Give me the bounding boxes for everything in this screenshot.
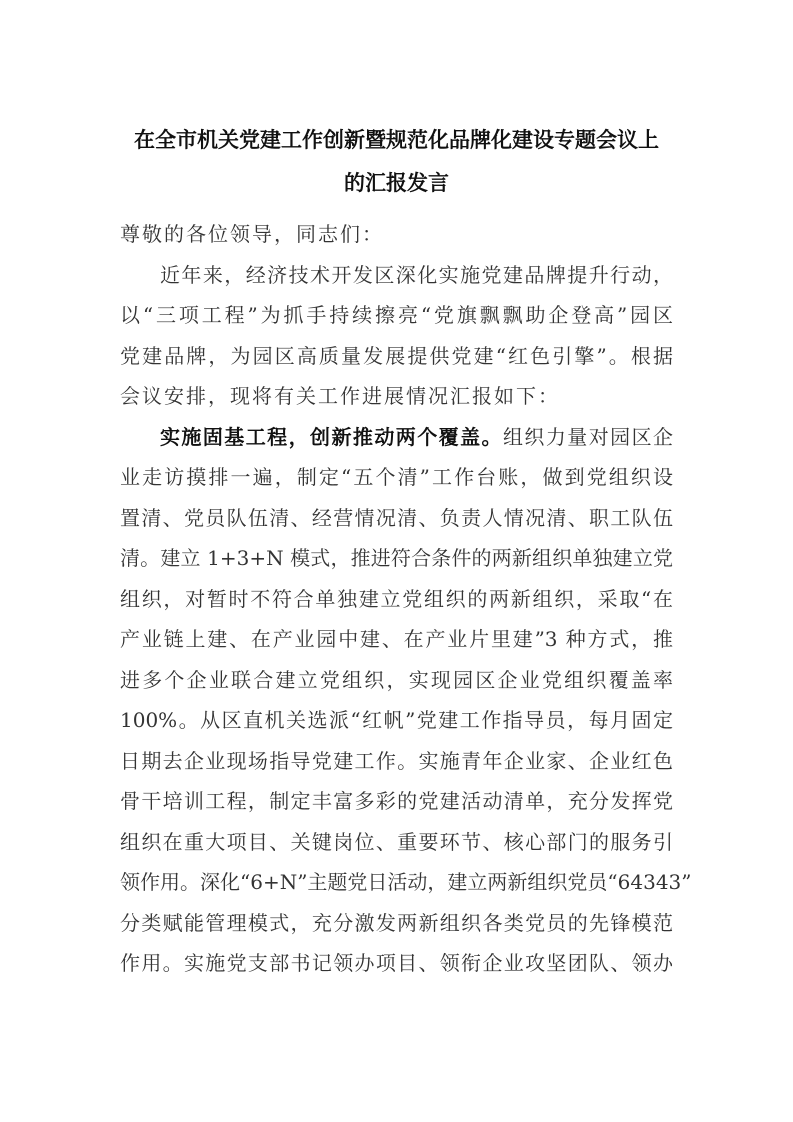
paragraph-line: 组织，对暂时不符合单独建立党组织的两新组织，采取“在	[120, 586, 673, 611]
paragraph-line: 产业链上建、在产业园中建、在产业片里建”3 种方式，推	[120, 627, 673, 651]
paragraph-line: 近年来，经济技术开发区深化实施党建品牌提升行动，	[160, 262, 673, 287]
paragraph-line: 党建品牌，为园区高质量发展提供党建“红色引擎”。根据	[120, 343, 673, 368]
document-title	[120, 118, 673, 204]
paragraph-line: 置清、党员队伍清、经营情况清、负责人情况清、职工队伍	[120, 505, 673, 530]
paragraph-line: 会议安排，现将有关工作进展情况汇报如下：	[120, 384, 560, 408]
paragraph-line: 分类赋能管理模式，充分激发两新组织各类党员的先锋模范	[120, 910, 673, 935]
paragraph-line: 业走访摸排一遍，制定“五个清”工作台账，做到党组织设	[120, 465, 673, 489]
title-line-1: 在全市机关党建工作创新暨规范化品牌化建设专题会议上	[134, 127, 659, 152]
paragraph-line: 以“三项工程”为抓手持续擦亮“党旗飘飘助企登高”园区	[120, 303, 673, 327]
greeting: 尊敬的各位领导，同志们：	[120, 222, 384, 246]
paragraph-line: 作用。实施党支部书记领办项目、领衔企业攻坚团队、领办	[120, 951, 673, 975]
paragraph-line: 清。建立 1+3+N 模式，推进符合条件的两新组织单独建立党	[120, 546, 673, 570]
paragraph-line: 骨干培训工程，制定丰富多彩的党建活动清单，充分发挥党	[120, 789, 673, 813]
paragraph-line: 组织在重大项目、关键岗位、重要环节、核心部门的服务引	[120, 829, 673, 854]
title-line-2: 的汇报发言	[344, 170, 449, 195]
document-body	[120, 214, 692, 984]
paragraph-text: 组织力量对园区企	[502, 424, 674, 449]
paragraph-line	[120, 417, 673, 458]
paragraph-line: 日期去企业现场指导党建工作。实施青年企业家、企业红色	[120, 748, 673, 773]
paragraph-line: 领作用。深化“6+N”主题党日活动，建立两新组织党员“64343”	[120, 870, 692, 894]
paragraph-line: 进多个企业联合建立党组织，实现园区企业党组织覆盖率	[120, 667, 673, 692]
paragraph-line: 100%。从区直机关选派“红帆”党建工作指导员，每月固定	[120, 708, 673, 732]
section-heading: 实施固基工程，创新推动两个覆盖。	[160, 424, 503, 449]
paragraph-1	[120, 255, 673, 417]
paragraph-2	[120, 417, 692, 984]
